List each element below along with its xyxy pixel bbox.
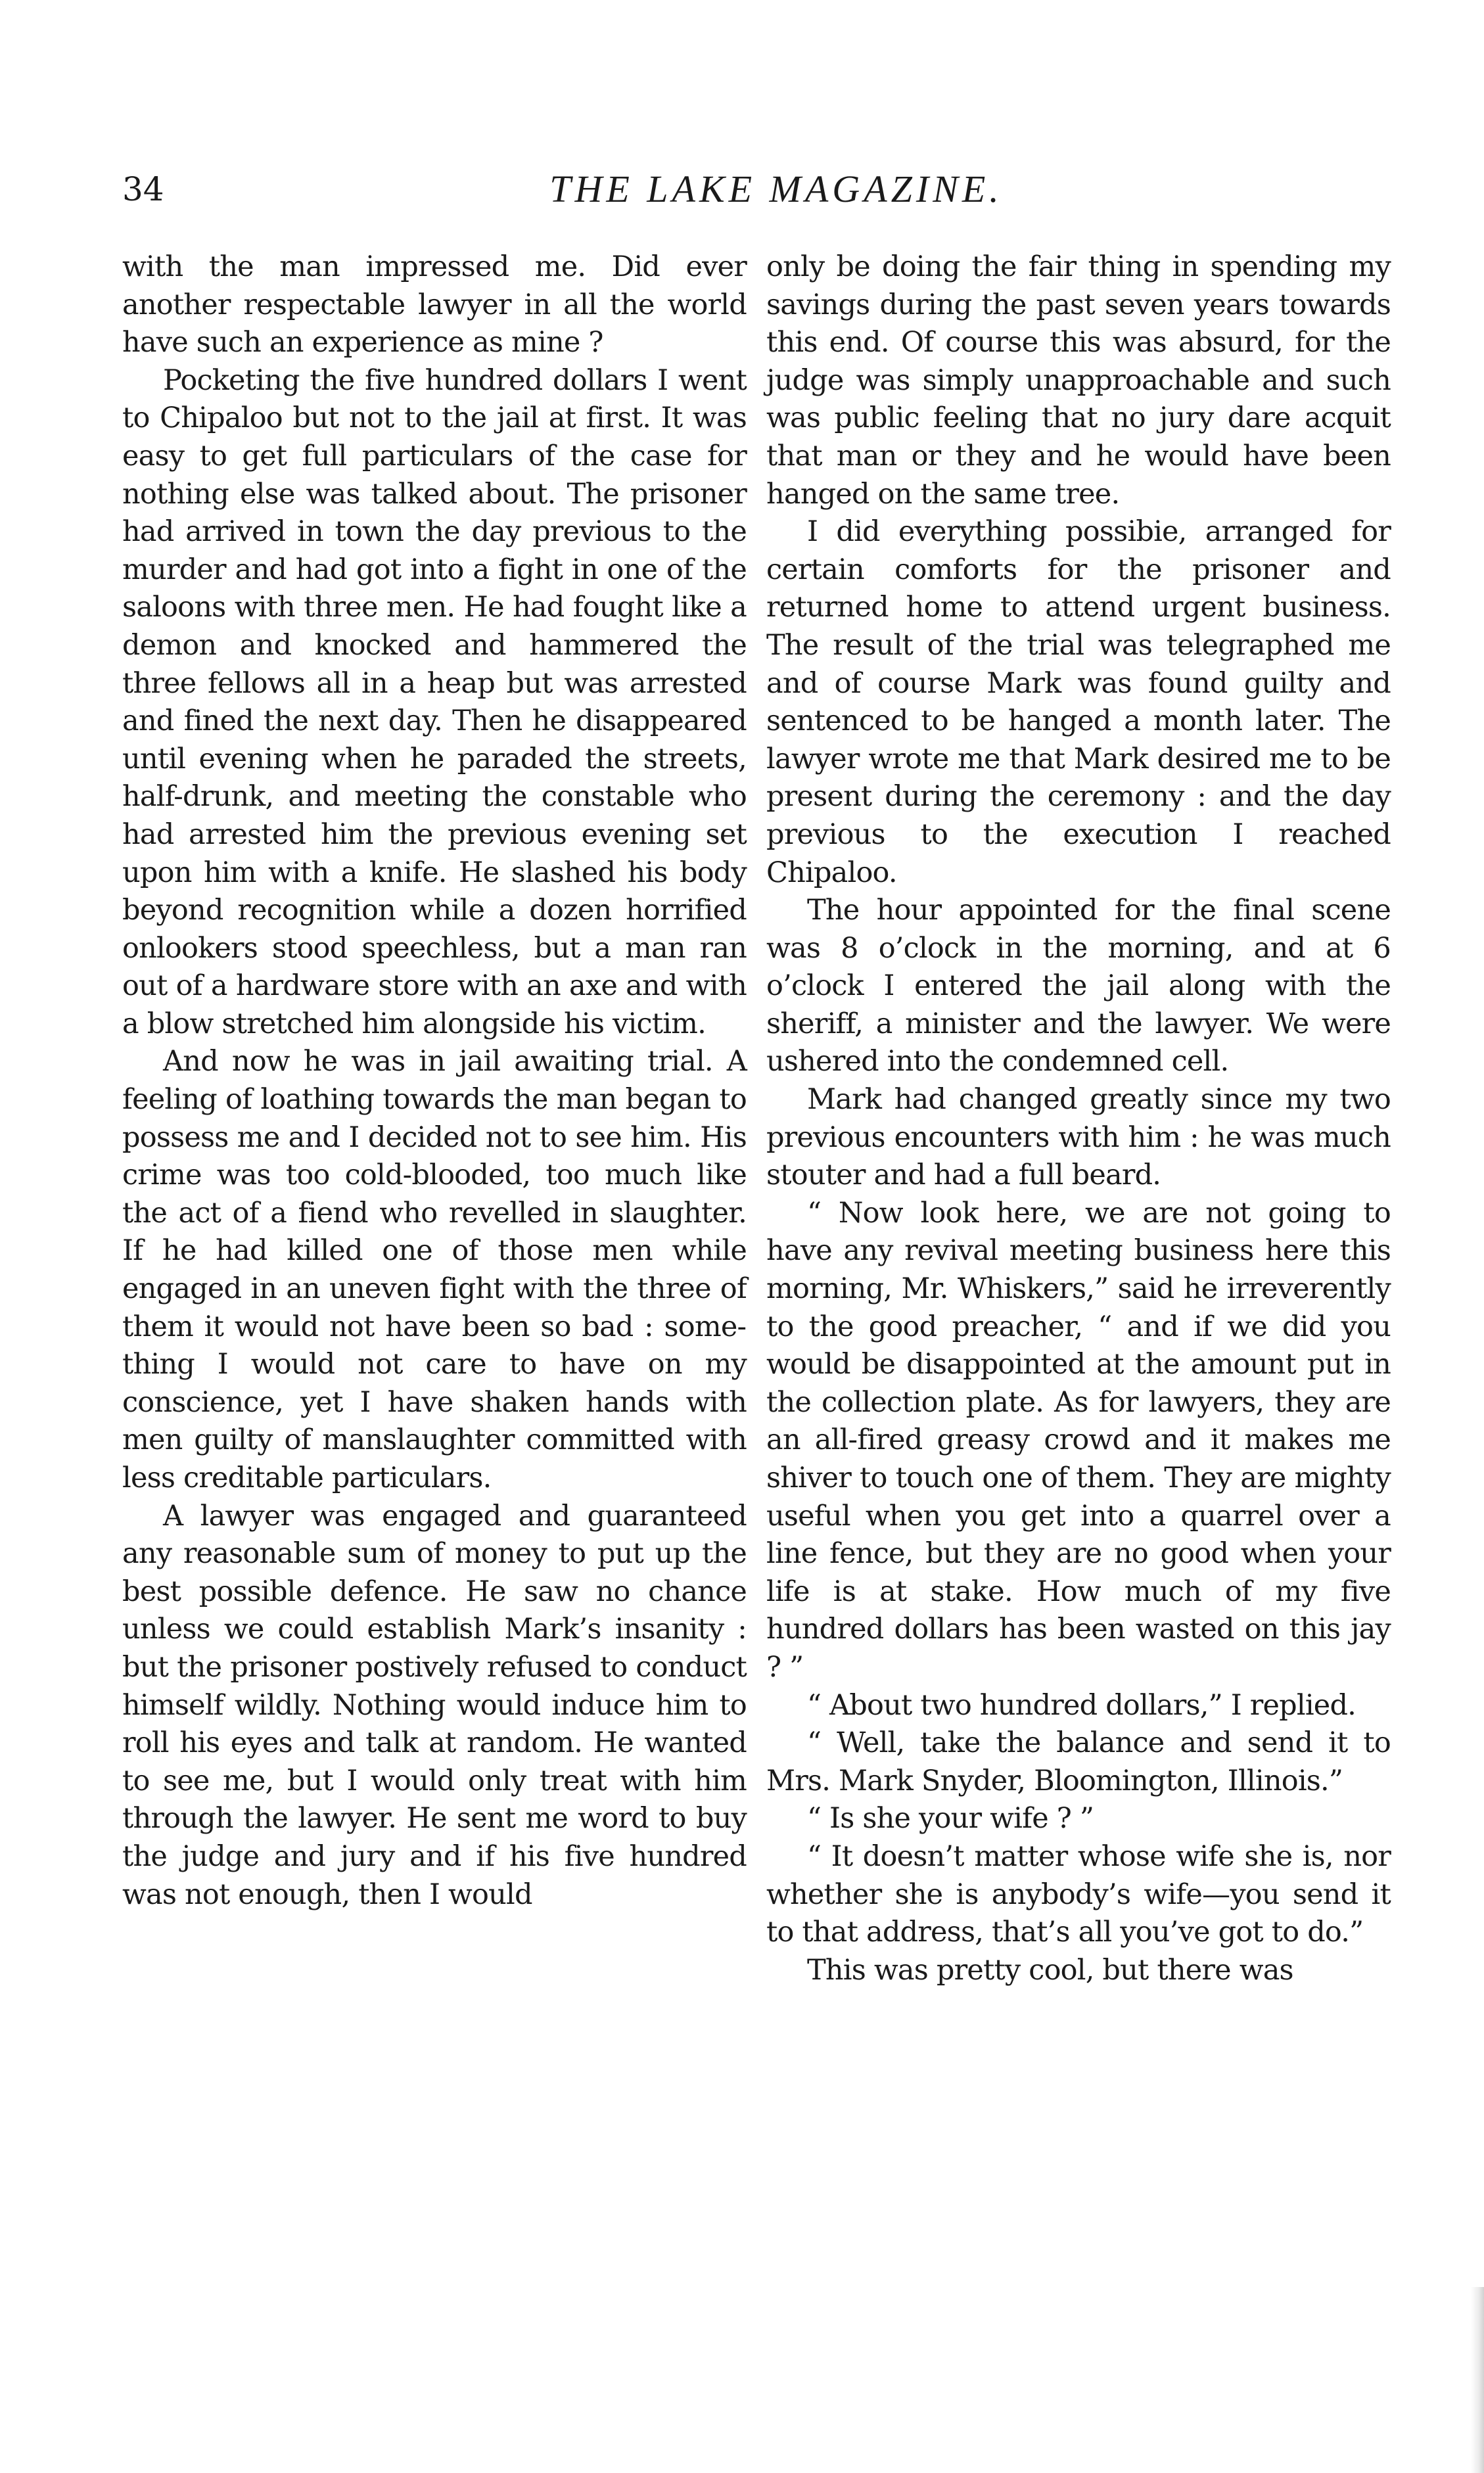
- paragraph: Pocketing the five hundred dollars I went to Chipaloo but not to the jail at first. It was easy to get full particulars of the case for nothing else was talked about. The prisoner had arrived in town the day previous to the murder and had got into a fight in one of the saloons with three men. He had fought like a demon and knocked and hammered the three fellows all in a heap but was arrested and fined the next day. Then he disappeared until evening when he paraded the streets, half-drunk, and meeting the constable who had arrested him the previous evening set upon him with a knife. He slashed his body beyond recognition while a dozen horrified onlookers stood speechless, but a man ran out of a hardware store with an axe and with a blow stretched him alongside his victim.: [122, 363, 747, 1040]
- paragraph: “ Is she your wife ? ”: [807, 1802, 1094, 1836]
- page-edge-shadow: [1471, 2287, 1484, 2473]
- right-column: [766, 248, 1391, 1989]
- paragraph: A lawyer was engaged and guaranteed any reasonable sum of money to put up the best possible defence. He saw no chance unless we could establish Mark’s insanity : but the prisoner postively refused to conduct himself wildly. Nothing would induce him to roll his eyes and talk at random. He wanted to see me, but I would only treat with him through the lawyer. He sent me word to buy the judge and jury and if his five hundred was not enough, then I would: [122, 1499, 747, 1911]
- left-column: [122, 248, 747, 1914]
- paragraph: And now he was in jail awaiting trial. A feeling of loathing towards the man began to possess me and I decided not to see him. His crime was too cold-blooded, too much like the act of a fiend who revelled in slaughter. If he had killed one of those men while engaged in an uneven fight with the three of them it would not have been so bad : something I would not care to have on my conscience, yet I have shaken hands with men guilty of manslaughter committed with less creditable particulars.: [122, 1045, 747, 1494]
- paragraph: “ Well, take the balance and send it to Mrs. Mark Snyder, Bloomington, Illinois.”: [766, 1726, 1391, 1797]
- paragraph: I did everything possibie, arranged for certain comforts for the prisoner and returned home to attend urgent business. The result of the trial was telegraphed me and of course Mark was found guilty and sentenced to be hanged a month later. The lawyer wrote me that Mark desired me to be present during the ceremony : and the day previous to the execution I reached Chipaloo.: [766, 515, 1391, 889]
- paragraph: This was pretty cool, but there was: [807, 1953, 1293, 1987]
- paragraph: with the man impressed me. Did ever another respectable lawyer in all the world have such an experience as mine ?: [122, 250, 747, 359]
- paragraph: “ It doesn’t matter whose wife she is, nor whether she is anybody’s wife—you send it to that address, that’s all you’ve got to do.”: [766, 1839, 1391, 1949]
- paragraph: only be doing the fair thing in spending my savings during the past seven years towards this end. Of course this was absurd, for the judge was simply unapproachable and such was public feeling that no jury dare acquit that man or they and he would have been hanged on the same tree.: [766, 250, 1391, 511]
- journal-title: THE LAKE MAGAZINE.: [549, 168, 1003, 210]
- paragraph: “ About two hundred dollars,” I replied.: [807, 1688, 1356, 1722]
- paragraph: The hour appointed for the final scene was 8 o’clock in the morning, and at 6 o’clock I entered the jail along with the sheriff, a minister and the lawyer. We were ushered into the condemned cell.: [766, 894, 1391, 1078]
- running-head: [122, 170, 1391, 209]
- page-number: 34: [122, 170, 164, 208]
- paragraph: Mark had changed greatly since my two previous encounters with him : he was much stouter and had a full beard.: [766, 1083, 1391, 1192]
- paragraph: “ Now look here, we are not going to have any revival meeting business here this morning, Mr. Whiskers,” said he irreverently to the good preacher, “ and if we did you would be disappointed at the amount put in the collection plate. As for lawyers, they are an all-fired greasy crowd and it makes me shiver to touch one of them. They are mighty useful when you get into a quarrel over a line fence, but they are no good when your life is at stake. How much of my five hundred dollars has been wasted on this jay ? ”: [766, 1196, 1391, 1684]
